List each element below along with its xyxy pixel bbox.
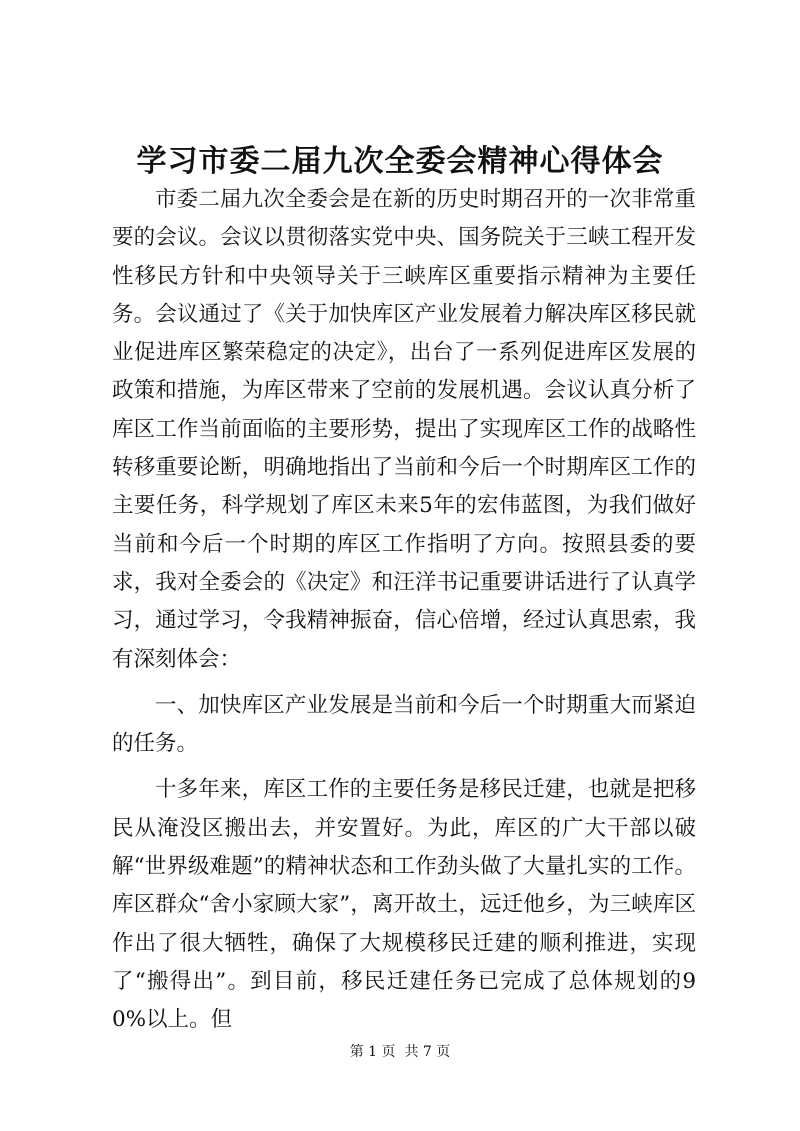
paragraph-intro: 市委二届九次全委会是在新的历史时期召开的一次非常重要的会议。会议以贯彻落实党中央、国务院关于三峡工程开发性移民方针和中央领导关于三峡库区重要指示精神为主要任务。会议通过了《关于加快库区产业发展着力解决库区移民就业促进库区繁荣稳定的决定》，出台了一系列促进库区发展的政策和措施，为库区带来了空前的发展机遇。会议认真分析了库区工作当前面临的主要形势，提出了实现库区工作的战略性转移重要论断，明确地指出了当前和今后一个时期库区工作的主要任务，科学规划了库区未来5年的宏伟蓝图，为我们做好当前和今后一个时期的库区工作指明了方向。按照县委的要求，我对全委会的《决定》和汪洋书记重要讲话进行了认真学习，通过学习，令我精神振奋，信心倍增，经过认真思索，我有深刻体会：	[112, 187, 696, 672]
document-title: 学习市委二届九次全委会精神心得体会	[136, 144, 664, 179]
paragraph-section-heading: 一、加快库区产业发展是当前和今后一个时期重大而紧迫的任务。	[112, 692, 696, 757]
paragraph-section-body: 十多年来，库区工作的主要任务是移民迁建，也就是把移民从淹没区搬出去，并安置好。为此，库区的广大干部以破解“世界级难题”的精神状态和工作劲头做了大量扎实的工作。库区群众“舍小家顾大家”，离开故土，远迁他乡，为三峡库区作出了很大牺牲，确保了大规模移民迁建的顺利推进，实现了“搬得出”。到目前，移民迁建任务已完成了总体规划的90%以上。但	[112, 777, 696, 1033]
document-body	[112, 181, 696, 1048]
page-number-footer: 第 1 页 共 7 页	[349, 1044, 451, 1060]
